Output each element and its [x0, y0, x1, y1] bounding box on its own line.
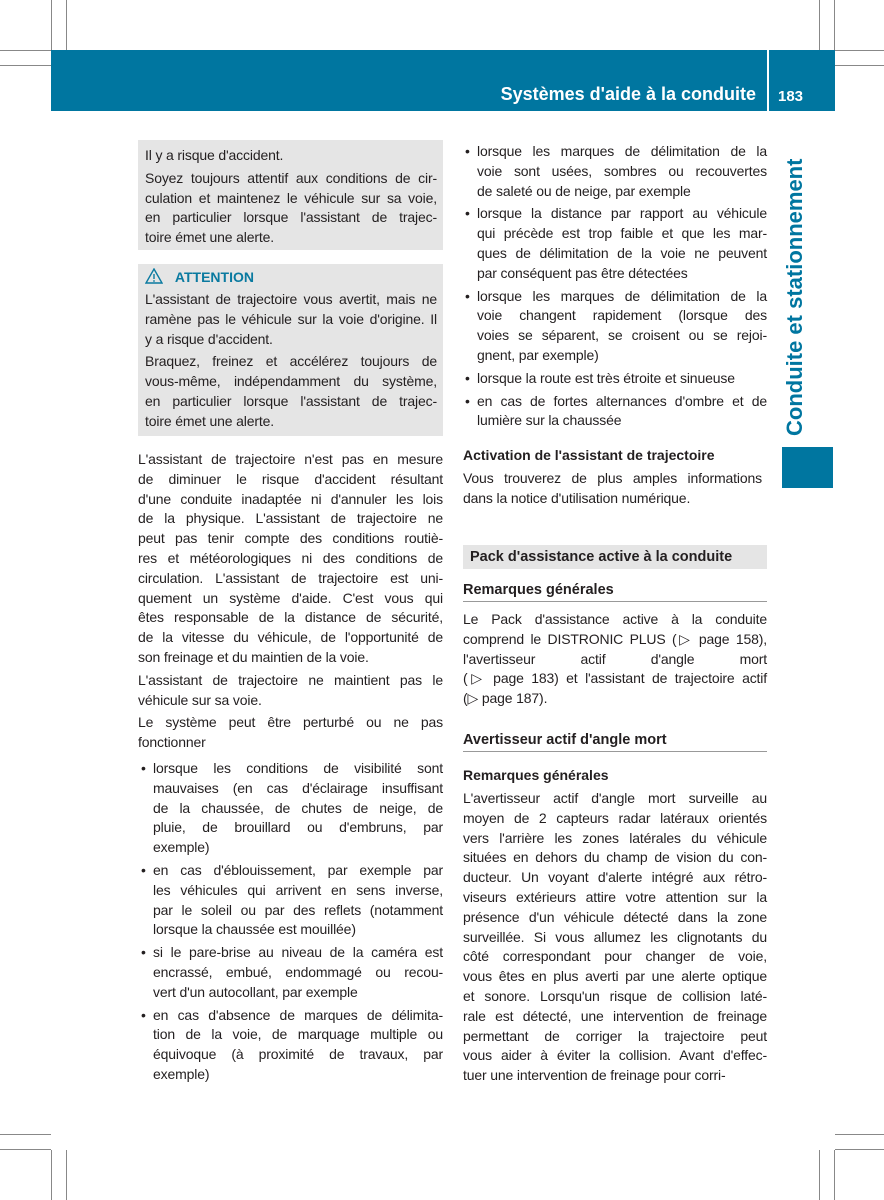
text-line: (▷ page 187).	[463, 690, 548, 707]
text-line: véhicule sur sa voie.	[138, 691, 262, 708]
list-item	[465, 287, 767, 366]
side-tab-label: Conduite et stationnement	[782, 158, 807, 436]
text-line: les véhicules qui arrivent en sens inverse,	[153, 881, 443, 898]
body-text	[138, 450, 443, 753]
text-line: lorsque les marques de délimitation de la	[477, 287, 767, 304]
paragraph	[463, 789, 767, 1086]
text-line: (▷ page 183) et l'assistant de trajectoire actif	[463, 670, 767, 687]
text-line: situées en dehors du champ de vision du con-	[463, 849, 767, 866]
list-item	[465, 142, 767, 201]
text-line: voies se séparent, se croisent ou se rejoi-	[477, 327, 767, 344]
attention-title: ATTENTION	[174, 269, 254, 285]
text-line: vers l'arrière les zones latérales du véhicule	[463, 829, 767, 846]
paragraph	[138, 671, 443, 711]
text-line: vous-même, indépendamment du système,	[145, 373, 437, 390]
crop-mark	[834, 1150, 835, 1200]
activation-text	[463, 469, 762, 509]
text-line: lorsque les conditions de visibilité sont	[153, 760, 443, 776]
text-line: mauvaises (en cas d'éclairage insuffisant	[153, 779, 443, 796]
activation-heading: Activation de l'assistant de trajectoire	[463, 447, 715, 463]
text-line: Vous trouverez de plus amples informations	[463, 470, 762, 486]
text-line: lorsque la route est très étroite et sinueuse	[477, 369, 735, 386]
list-item	[465, 204, 767, 283]
list-item	[141, 759, 443, 858]
text-line: Soyez toujours attentif aux conditions de cir-	[145, 169, 437, 186]
warning-triangle-icon	[145, 268, 163, 284]
list-item	[465, 392, 767, 432]
bullet-icon: •	[141, 861, 146, 878]
text-line: viseurs extérieurs attire votre attention sur la	[463, 888, 767, 905]
text-line: par le soleil ou par des reflets (notamment	[153, 901, 443, 918]
general-heading: Remarques générales	[463, 579, 767, 602]
bullet-icon: •	[465, 287, 470, 304]
bullet-icon: •	[141, 760, 146, 776]
text-line: toire émet une alerte.	[145, 412, 274, 429]
paragraph	[145, 146, 437, 166]
text-line: êtes responsable de la distance de sécurité,	[138, 609, 443, 626]
text-line: de la physique. L'assistant de trajectoire ne	[138, 510, 443, 527]
text-line: Le Pack d'assistance active à la conduite	[463, 611, 767, 627]
text-line: culation et maintenez le véhicule sur sa voie,	[145, 189, 437, 206]
text-line: exemple)	[153, 839, 210, 856]
text-line: fonctionner	[138, 734, 206, 751]
bullet-icon: •	[465, 205, 470, 222]
text-line: en cas de fortes alternances d'ombre et de	[477, 392, 767, 409]
paragraph	[145, 290, 437, 349]
text-line: gnent, par exemple)	[477, 346, 599, 363]
side-tab-marker	[782, 447, 833, 488]
text-line: de la vitesse du véhicule, de l'opportunité de	[138, 629, 443, 646]
text-line: ques de délimitation de la voie ne peuvent	[477, 244, 767, 261]
text-line: L'assistant de trajectoire ne maintient pas le	[138, 671, 443, 688]
general-text	[463, 610, 767, 709]
paragraph	[145, 352, 437, 431]
text-line: par conséquent pas être détectées	[477, 264, 688, 281]
text-line: en particulier lorsque l'assistant de trajec-	[145, 209, 437, 226]
text-line: comprend le DISTRONIC PLUS (▷ page 158),	[463, 630, 767, 647]
text-line: encrassé, embué, endommagé ou recou-	[153, 963, 443, 980]
text-line: Braquez, freinez et accélérez toujours de	[145, 353, 437, 370]
text-line: tion de la voie, de marquage multiple ou	[153, 1026, 443, 1043]
bullet-list	[141, 759, 443, 1085]
text-line: toire émet une alerte.	[145, 229, 274, 246]
crop-mark	[51, 0, 52, 50]
warning-box-text	[145, 146, 437, 248]
text-line: lorsque la distance par rapport au véhicule	[477, 205, 767, 222]
text-line: quement un système d'aide. C'est vous qui	[138, 589, 443, 606]
text-line: de saleté ou de neige, par exemple	[477, 182, 691, 199]
text-line: Il y a risque d'accident.	[145, 147, 284, 163]
text-line: présence d'un véhicule détecté dans la zone	[463, 908, 767, 925]
crop-mark	[835, 50, 884, 51]
text-line: pluie, de brouillard ou d'embruns, par	[153, 819, 443, 836]
blind-spot-text	[463, 789, 767, 1086]
crop-mark	[0, 1134, 51, 1135]
crop-mark	[835, 1134, 884, 1135]
text-line: voie sont usées, sombres ou recouvertes	[477, 162, 767, 179]
text-line: lumière sur la chaussée	[477, 412, 622, 429]
text-line: vous êtes en plus averti par une alerte optique	[463, 968, 767, 985]
bullet-icon: •	[465, 143, 470, 159]
bullet-list	[465, 142, 767, 431]
crop-mark	[819, 0, 820, 50]
text-line: vous aider à éviter la collision. Avant d'effec-	[463, 1047, 767, 1064]
text-line: ducteur. Un voyant d'alerte intégré aux rétro-	[463, 869, 767, 886]
text-line: si le pare-brise au niveau de la caméra est	[153, 944, 443, 961]
crop-mark	[0, 50, 51, 51]
attention-box-text	[145, 290, 437, 432]
attention-heading	[145, 267, 437, 287]
bullet-icon: •	[141, 1006, 146, 1023]
crop-mark	[819, 1150, 820, 1200]
blind-spot-subheading: Remarques générales	[463, 767, 609, 783]
text-line: L'assistant de trajectoire vous avertit, mais ne	[145, 291, 437, 307]
text-line: vert d'un autocollant, par exemple	[153, 983, 358, 1000]
crop-mark	[835, 65, 884, 66]
paragraph	[463, 469, 762, 509]
text-line: Le système peut être perturbé ou ne pas	[138, 714, 443, 731]
list-item	[465, 369, 767, 389]
section-heading: Pack d'assistance active à la conduite	[470, 549, 733, 565]
text-line: en particulier lorsque l'assistant de trajec-	[145, 392, 437, 409]
crop-mark	[834, 0, 835, 50]
page-number: 183	[778, 88, 804, 105]
paragraph	[138, 713, 443, 753]
paragraph	[145, 169, 437, 248]
text-line: lorsque les marques de délimitation de la	[477, 143, 767, 159]
text-line: côté correspondant pour changer de voie,	[463, 948, 767, 965]
text-line: dans la notice d'utilisation numérique.	[463, 489, 691, 506]
text-line: de diminuer le risque d'accident résultant	[138, 470, 443, 487]
paragraph	[463, 610, 767, 709]
list-item	[141, 943, 443, 1002]
text-line: d'une conduite inadaptée ni d'annuler les lois	[138, 490, 443, 507]
list-item	[141, 861, 443, 940]
text-line: L'avertisseur actif d'angle mort surveille au	[463, 790, 767, 806]
crop-mark	[51, 1150, 52, 1200]
text-line: exemple)	[153, 1065, 210, 1082]
text-line: en cas d'absence de marques de délimita-	[153, 1006, 443, 1023]
paragraph	[138, 450, 443, 668]
text-line: L'assistant de trajectoire n'est pas en mesure	[138, 451, 443, 467]
crop-mark	[835, 1149, 884, 1150]
text-line: équivoque (à proximité de travaux, par	[153, 1046, 443, 1063]
bullet-icon: •	[141, 944, 146, 961]
bullet-icon: •	[465, 392, 470, 409]
text-line: circulation. L'assistant de trajectoire est uni-	[138, 569, 443, 586]
list-item	[141, 1006, 443, 1085]
text-line: res et météorologiques ni des conditions de	[138, 549, 443, 566]
text-line: moyen de 2 capteurs radar latéraux orientés	[463, 809, 767, 826]
text-line: y a risque d'accident.	[145, 330, 273, 347]
crop-mark	[0, 1149, 51, 1150]
crop-mark	[66, 1150, 67, 1200]
crop-mark	[66, 0, 67, 50]
text-line: son freinage et du maintien de la voie.	[138, 648, 369, 665]
text-line: voie changent rapidement (lorsque des	[477, 307, 767, 324]
text-line: lorsque la chaussée est mouillée)	[153, 921, 356, 938]
header-title: Systèmes d'aide à la conduite	[500, 84, 756, 104]
header-divider	[767, 50, 769, 111]
text-line: permettant de corriger la trajectoire peut	[463, 1027, 767, 1044]
text-line: en cas d'éblouissement, par exemple par	[153, 861, 443, 878]
bullet-icon: •	[465, 369, 470, 386]
text-line: tuer une intervention de freinage pour corri-	[463, 1067, 726, 1084]
text-line: qui précède est trop faible et que les mar-	[477, 225, 767, 242]
text-line: ramène pas le véhicule sur la voie d'origine. Il	[145, 310, 437, 327]
text-line: rale est détecté, une intervention de freinage	[463, 1007, 767, 1024]
text-line: peut pas tenir compte des conditions routiè-	[138, 530, 443, 547]
crop-mark	[0, 65, 51, 66]
text-line: de la chaussée, de chutes de neige, de	[153, 799, 443, 816]
blind-spot-heading: Avertisseur actif d'angle mort	[463, 729, 767, 752]
text-line: surveillée. Si vous allumez les clignotants du	[463, 928, 767, 945]
text-line: l'avertisseur actif d'angle mort	[463, 650, 767, 667]
text-line: et sonore. Lorsqu'un risque de collision laté-	[463, 987, 767, 1004]
